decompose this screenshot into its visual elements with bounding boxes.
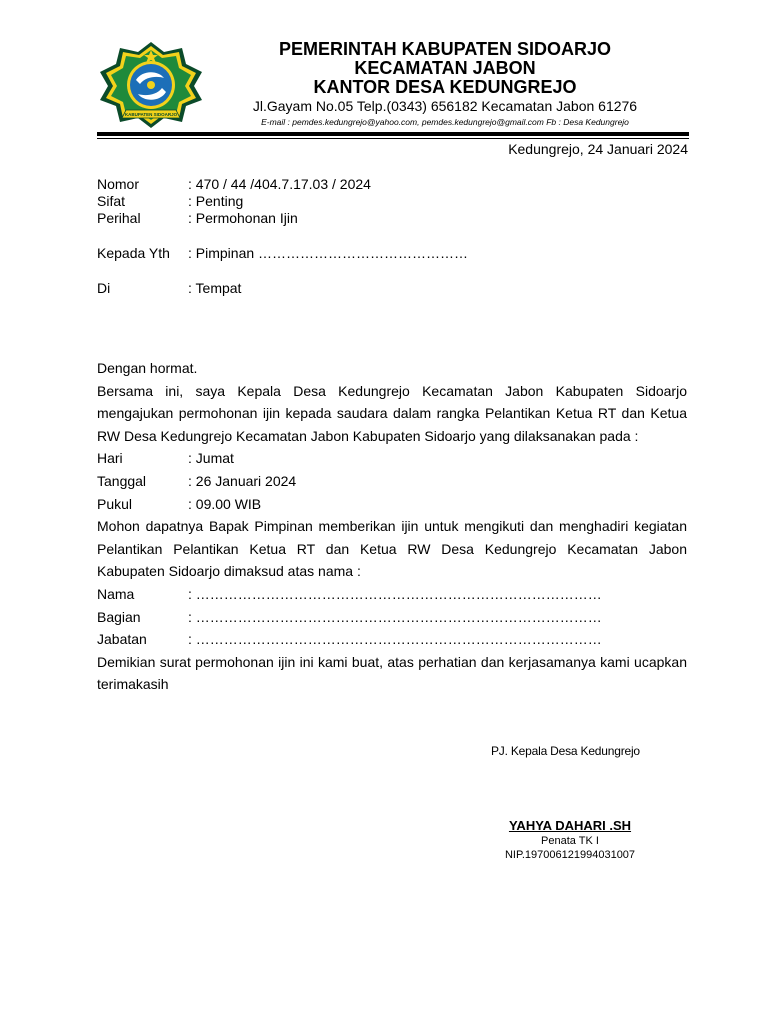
logo-ribbon-text: KABUPATEN SIDOARJO [124,112,178,117]
letterhead-district: KECAMATAN JABON [354,58,536,78]
pukul-label: Pukul [97,495,133,512]
signatory-name: YAHYA DAHARI .SH [508,818,632,833]
tanggal-value: : 26 Januari 2024 [188,472,297,489]
letterhead-address: Jl.Gayam No.05 Telp.(0343) 656182 Kecamatan Jabon 61276 [252,98,638,114]
kepada-value: : Pimpinan ……………………………………… [188,245,469,261]
paragraph-closing: Demikian surat permohonan ijin ini kami buat, atas perhatian dan kerjasamanya kami ucapkan terimakasih [97,653,687,693]
signature-block [470,818,670,862]
signatory-nip: NIP.197006121994031007 [504,849,636,861]
event-date-row [97,470,687,493]
paragraph-request: Mohon dapatnya Bapak Pimpinan memberikan ijin untuk mengikuti dan menghadiri kegiatan Pelantikan Pelantikan Ketua RT dan Ketua RW Desa Kedungrejo Kecamatan Jabon Kabupaten Sidoarjo dimaksud atas nama : [97,518,687,580]
regency-emblem-icon [96,40,206,130]
pukul-value: : 09.00 WIB [188,495,262,512]
letter-body [97,357,687,696]
event-day-row [97,447,687,470]
bagian-label: Bagian [97,608,141,625]
letterhead-email: E-mail : pemdes.kedungrejo@yahoo.com, pemdes.kedungrejo@gmail.com Fb : Desa Kedungrejo [261,117,629,127]
hari-label: Hari [97,450,123,467]
letterhead-government: PEMERINTAH KABUPATEN SIDOARJO [278,39,611,59]
hari-value: : Jumat [188,450,234,467]
greeting: Dengan hormat. [97,360,198,376]
jabatan-label: Jabatan [97,631,147,648]
bagian-value: : …………………………………………………………………………… [188,608,602,625]
perihal-value: : Permohonan Ijin [188,210,298,226]
paragraph-intro: Bersama ini, saya Kepala Desa Kedungrejo Kecamatan Jabon Kabupaten Sidoarjo mengajukan permohonan ijin kepada saudara dalam rangka Pelantikan Ketua RT dan Ketua RW Desa Kedungrejo Kecamatan Jabon Kabupaten Sidoarjo yang dilaksanakan pada : [97,382,687,444]
letterhead [212,40,678,128]
sifat-label: Sifat [97,193,126,209]
nama-value: : …………………………………………………………………………… [188,585,602,602]
letterhead-office: KANTOR DESA KEDUNGREJO [313,77,577,97]
nama-row [97,583,687,606]
tanggal-label: Tanggal [97,472,147,489]
nomor-label: Nomor [97,176,140,192]
sifat-value: : Penting [188,193,244,209]
bagian-row [97,606,687,629]
jabatan-value: : …………………………………………………………………………… [188,631,602,648]
di-label: Di [97,280,111,296]
letter-date: Kedungrejo, 24 Januari 2024 [508,141,688,157]
header-divider-thick [97,132,689,136]
kepada-label: Kepada Yth [97,245,170,261]
event-time-row [97,493,687,516]
nomor-value: : 470 / 44 /404.7.17.03 / 2024 [188,176,371,192]
perihal-label: Perihal [97,210,141,226]
signatory-rank: Penata TK I [541,835,599,847]
nama-label: Nama [97,585,135,602]
jabatan-row [97,628,687,651]
signatory-title: PJ. Kepala Desa Kedungrejo [491,744,640,758]
di-value: : Tempat [188,280,242,296]
header-divider-thin [97,138,689,139]
